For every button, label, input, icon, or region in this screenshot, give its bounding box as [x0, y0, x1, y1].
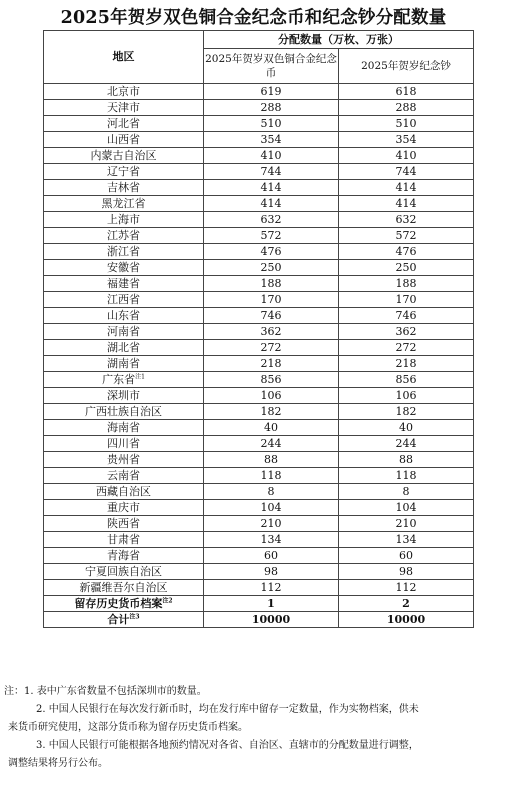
- table-row: [44, 148, 474, 164]
- region-name: 贵州省: [107, 452, 140, 466]
- coin-column-header: 2025年贺岁双色铜合金纪念币: [204, 49, 339, 84]
- region-cell: [44, 356, 204, 372]
- coin-quantity-cell: 414: [204, 196, 339, 212]
- region-cell: [44, 372, 204, 388]
- coin-quantity-cell: 410: [204, 148, 339, 164]
- region-cell: [44, 196, 204, 212]
- coin-quantity-cell: 10000: [204, 612, 339, 628]
- table-row: [44, 564, 474, 580]
- region-cell: [44, 420, 204, 436]
- coin-quantity-cell: 8: [204, 484, 339, 500]
- coin-quantity-cell: 118: [204, 468, 339, 484]
- region-cell: [44, 436, 204, 452]
- banknote-quantity-cell: 414: [339, 196, 474, 212]
- coin-quantity-cell: 210: [204, 516, 339, 532]
- coin-quantity-cell: 40: [204, 420, 339, 436]
- quantity-group-header: 分配数量（万枚、万张）: [204, 31, 474, 49]
- region-name: 四川省: [107, 436, 140, 450]
- region-name: 云南省: [107, 468, 140, 482]
- table-row: [44, 596, 474, 612]
- region-cell: [44, 228, 204, 244]
- region-cell: [44, 596, 204, 612]
- footnote-2-line-2: 来货币研究使用，这部分货币称为留存历史货币档案。: [8, 722, 248, 733]
- footnote-marker: 注3: [129, 612, 140, 620]
- banknote-quantity-cell: 744: [339, 164, 474, 180]
- region-name: 陕西省: [107, 516, 140, 530]
- banknote-quantity-cell: 188: [339, 276, 474, 292]
- banknote-quantity-cell: 244: [339, 436, 474, 452]
- region-name: 新疆维吾尔自治区: [79, 580, 168, 594]
- region-cell: [44, 260, 204, 276]
- banknote-quantity-cell: 40: [339, 420, 474, 436]
- banknote-quantity-cell: 98: [339, 564, 474, 580]
- region-cell: [44, 548, 204, 564]
- region-cell: [44, 612, 204, 628]
- region-name: 湖北省: [107, 340, 140, 354]
- table-row: [44, 196, 474, 212]
- region-cell: [44, 84, 204, 100]
- region-cell: [44, 468, 204, 484]
- region-cell: [44, 340, 204, 356]
- region-cell: [44, 484, 204, 500]
- table-row: [44, 292, 474, 308]
- footnotes: [4, 683, 504, 773]
- banknote-quantity-cell: 272: [339, 340, 474, 356]
- region-cell: [44, 404, 204, 420]
- footnote-1: 注：1. 表中广东省数量不包括深圳市的数量。: [4, 686, 207, 697]
- banknote-quantity-cell: 88: [339, 452, 474, 468]
- banknote-quantity-cell: 106: [339, 388, 474, 404]
- banknote-quantity-cell: 288: [339, 100, 474, 116]
- footnote-2-line-1: 2. 中国人民银行在每次发行新币时，均在发行库中留存一定数量，作为实物档案，供未: [36, 704, 419, 715]
- coin-quantity-cell: 98: [204, 564, 339, 580]
- region-name: 湖南省: [107, 356, 140, 370]
- table-row: [44, 244, 474, 260]
- region-cell: [44, 308, 204, 324]
- region-name: 福建省: [107, 276, 140, 290]
- banknote-quantity-cell: 118: [339, 468, 474, 484]
- region-cell: [44, 452, 204, 468]
- coin-quantity-cell: 572: [204, 228, 339, 244]
- footnote-marker: 注2: [162, 596, 173, 604]
- banknote-column-header: 2025年贺岁纪念钞: [339, 49, 474, 84]
- coin-quantity-cell: 510: [204, 116, 339, 132]
- coin-quantity-cell: 112: [204, 580, 339, 596]
- banknote-quantity-cell: 104: [339, 500, 474, 516]
- region-cell: [44, 324, 204, 340]
- table-row: [44, 132, 474, 148]
- region-cell: [44, 212, 204, 228]
- table-row: [44, 212, 474, 228]
- banknote-quantity-cell: 134: [339, 532, 474, 548]
- table-row: [44, 420, 474, 436]
- banknote-quantity-cell: 632: [339, 212, 474, 228]
- region-cell: [44, 100, 204, 116]
- table-row: [44, 612, 474, 628]
- coin-quantity-cell: 414: [204, 180, 339, 196]
- region-name: 辽宁省: [107, 164, 140, 178]
- region-name: 广东省: [102, 372, 136, 386]
- region-name: 宁夏回族自治区: [85, 564, 162, 578]
- coin-quantity-cell: 104: [204, 500, 339, 516]
- table-row: [44, 532, 474, 548]
- table-row: [44, 340, 474, 356]
- table-row: [44, 516, 474, 532]
- region-name: 山西省: [107, 132, 140, 146]
- banknote-quantity-cell: 250: [339, 260, 474, 276]
- region-cell: [44, 276, 204, 292]
- region-cell: [44, 244, 204, 260]
- table-row: [44, 228, 474, 244]
- coin-quantity-cell: 1: [204, 596, 339, 612]
- region-cell: [44, 564, 204, 580]
- banknote-quantity-cell: 182: [339, 404, 474, 420]
- region-cell: [44, 500, 204, 516]
- region-name: 江西省: [107, 292, 140, 306]
- region-name: 甘肃省: [107, 532, 140, 546]
- table-row: [44, 116, 474, 132]
- coin-quantity-cell: 134: [204, 532, 339, 548]
- coin-quantity-cell: 856: [204, 372, 339, 388]
- coin-quantity-cell: 244: [204, 436, 339, 452]
- region-cell: [44, 580, 204, 596]
- region-cell: [44, 116, 204, 132]
- coin-quantity-cell: 272: [204, 340, 339, 356]
- banknote-quantity-cell: 410: [339, 148, 474, 164]
- region-name: 上海市: [107, 212, 140, 226]
- banknote-quantity-cell: 362: [339, 324, 474, 340]
- footnote-3-line-1: 3. 中国人民银行可能根据各地预约情况对各省、自治区、直辖市的分配数量进行调整，: [36, 740, 419, 751]
- banknote-quantity-cell: 618: [339, 84, 474, 100]
- region-name: 黑龙江省: [101, 196, 146, 210]
- table-row: [44, 452, 474, 468]
- coin-quantity-cell: 60: [204, 548, 339, 564]
- region-cell: [44, 292, 204, 308]
- table-row: [44, 260, 474, 276]
- table-row: [44, 500, 474, 516]
- table-row: [44, 372, 474, 388]
- banknote-quantity-cell: 476: [339, 244, 474, 260]
- banknote-quantity-cell: 218: [339, 356, 474, 372]
- table-row: [44, 100, 474, 116]
- coin-quantity-cell: 182: [204, 404, 339, 420]
- coin-quantity-cell: 288: [204, 100, 339, 116]
- region-cell: [44, 180, 204, 196]
- region-name: 天津市: [107, 100, 140, 114]
- banknote-quantity-cell: 60: [339, 548, 474, 564]
- region-cell: [44, 516, 204, 532]
- region-name: 合计: [107, 612, 130, 626]
- coin-quantity-cell: 362: [204, 324, 339, 340]
- table-body: [44, 84, 474, 628]
- coin-quantity-cell: 106: [204, 388, 339, 404]
- region-cell: [44, 164, 204, 180]
- table-row: [44, 548, 474, 564]
- coin-quantity-cell: 746: [204, 308, 339, 324]
- table-row: [44, 276, 474, 292]
- table-row: [44, 84, 474, 100]
- coin-quantity-cell: 170: [204, 292, 339, 308]
- banknote-quantity-cell: 10000: [339, 612, 474, 628]
- coin-quantity-cell: 619: [204, 84, 339, 100]
- region-name: 青海省: [107, 548, 140, 562]
- coin-quantity-cell: 354: [204, 132, 339, 148]
- region-name: 安徽省: [107, 260, 140, 274]
- table-row: [44, 356, 474, 372]
- page-title: 2025年贺岁双色铜合金纪念币和纪念钞分配数量: [60, 8, 447, 28]
- region-name: 江苏省: [107, 228, 140, 242]
- banknote-quantity-cell: 414: [339, 180, 474, 196]
- region-name: 西藏自治区: [96, 484, 151, 498]
- table-row: [44, 164, 474, 180]
- banknote-quantity-cell: 170: [339, 292, 474, 308]
- coin-quantity-cell: 476: [204, 244, 339, 260]
- region-cell: [44, 532, 204, 548]
- table-row: [44, 580, 474, 596]
- banknote-quantity-cell: 856: [339, 372, 474, 388]
- coin-quantity-cell: 188: [204, 276, 339, 292]
- table-row: [44, 484, 474, 500]
- banknote-quantity-cell: 510: [339, 116, 474, 132]
- region-name: 北京市: [107, 84, 140, 98]
- banknote-quantity-cell: 112: [339, 580, 474, 596]
- region-column-header: 地区: [44, 31, 204, 84]
- banknote-quantity-cell: 8: [339, 484, 474, 500]
- table-row: [44, 436, 474, 452]
- coin-quantity-cell: 88: [204, 452, 339, 468]
- region-cell: [44, 388, 204, 404]
- footnote-3-line-2: 调整结果将另行公布。: [8, 758, 108, 769]
- region-name: 留存历史货币档案: [74, 596, 163, 610]
- region-name: 浙江省: [107, 244, 140, 258]
- table-row: [44, 388, 474, 404]
- footnote-marker: 注1: [135, 372, 145, 380]
- region-name: 山东省: [107, 308, 140, 322]
- table-row: [44, 404, 474, 420]
- region-name: 内蒙古自治区: [90, 148, 157, 162]
- region-name: 广西壮族自治区: [85, 404, 162, 418]
- region-name: 海南省: [107, 420, 140, 434]
- region-name: 河北省: [107, 116, 140, 130]
- coin-quantity-cell: 632: [204, 212, 339, 228]
- table-row: [44, 180, 474, 196]
- coin-quantity-cell: 744: [204, 164, 339, 180]
- region-name: 重庆市: [107, 500, 140, 514]
- region-name: 深圳市: [107, 388, 140, 402]
- coin-quantity-cell: 250: [204, 260, 339, 276]
- table-row: [44, 468, 474, 484]
- banknote-quantity-cell: 354: [339, 132, 474, 148]
- banknote-quantity-cell: 210: [339, 516, 474, 532]
- region-cell: [44, 148, 204, 164]
- table-row: [44, 324, 474, 340]
- region-cell: [44, 132, 204, 148]
- coin-quantity-cell: 218: [204, 356, 339, 372]
- banknote-quantity-cell: 572: [339, 228, 474, 244]
- table-row: [44, 308, 474, 324]
- allocation-table: [43, 30, 474, 628]
- banknote-quantity-cell: 746: [339, 308, 474, 324]
- banknote-quantity-cell: 2: [339, 596, 474, 612]
- region-name: 吉林省: [107, 180, 140, 194]
- region-name: 河南省: [107, 324, 140, 338]
